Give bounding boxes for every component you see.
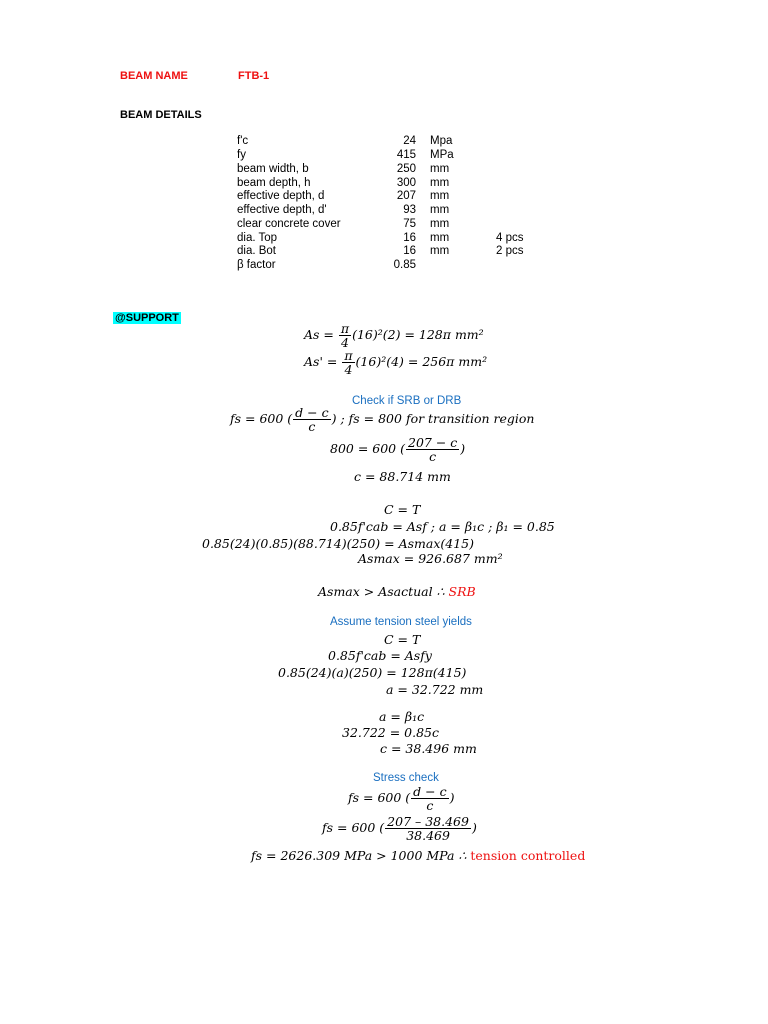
detail-label: clear concrete cover — [237, 218, 341, 230]
detail-value: 415 — [396, 149, 416, 161]
as-equation: As = $\frac{\pi}{4}$ (16)²(2) = 128π mm² — [304, 321, 484, 350]
detail-value: 300 — [396, 177, 416, 189]
detail-label: fy — [237, 149, 246, 161]
as-prime-equation: As' = $\frac{\pi}{4}$ (16)²(4) = 256π mm² — [304, 348, 488, 377]
fs-800-equation: 800 = 600 ( $\frac{207 - c}{c}$ ) — [330, 435, 466, 464]
srb-conclusion: Asmax > Asactual ∴ SRB — [318, 584, 476, 599]
stress-formula: fs = 600 ( $\frac{d - c}{c}$ ) — [348, 784, 455, 813]
beam-name-label: BEAM NAME — [120, 70, 188, 82]
detail-label: effective depth, d — [237, 190, 325, 202]
detail-value: 0.85 — [393, 259, 416, 271]
detail-unit: mm — [430, 190, 450, 202]
stress-conclusion: fs = 2626.309 MPa > 1000 MPa ∴ tension controlled — [251, 848, 586, 863]
detail-unit: MPa — [430, 149, 454, 161]
c-yield-result: c = 38.496 mm — [380, 741, 477, 756]
detail-value: 207 — [396, 190, 416, 202]
yield-title: Assume tension steel yields — [330, 616, 472, 628]
stress-substitution: fs = 600 ( $\frac{207 - 38.469}{38.469}$ ) — [322, 814, 477, 843]
detail-label: beam width, b — [237, 163, 309, 175]
asmax-result: Asmax = 926.687 mm² — [358, 551, 503, 566]
c-result: c = 88.714 mm — [354, 469, 451, 484]
detail-unit: mm — [430, 163, 450, 175]
detail-value: 75 — [403, 218, 416, 230]
detail-value: 93 — [403, 204, 416, 216]
beam-details-title: BEAM DETAILS — [120, 109, 202, 121]
a-beta-relation: a = β₁c — [379, 709, 425, 724]
detail-label: f'c — [237, 135, 249, 147]
srb-check-title: Check if SRB or DRB — [352, 395, 462, 407]
yield-substitution: 0.85(24)(a)(250) = 128π(415) — [278, 665, 467, 680]
detail-label: beam depth, h — [237, 177, 311, 189]
support-title: @SUPPORT — [115, 312, 179, 324]
detail-label: dia. Bot — [237, 245, 276, 257]
yield-compression: 0.85f'cab = Asfy — [328, 648, 432, 663]
equilibrium: C = T — [384, 502, 421, 517]
detail-unit: Mpa — [430, 135, 453, 147]
a-result: a = 32.722 mm — [386, 682, 484, 697]
compression-equation: 0.85f'cab = Asf ; a = β₁c ; β₁ = 0.85 — [330, 519, 555, 534]
detail-label: β factor — [237, 259, 276, 271]
detail-value: 24 — [403, 135, 416, 147]
detail-unit: mm — [430, 218, 450, 230]
detail-unit: mm — [430, 204, 450, 216]
detail-extra: 2 pcs — [496, 245, 524, 257]
detail-label: dia. Top — [237, 232, 278, 244]
fs-equation: fs = 600 ( $\frac{d - c}{c}$ ) ; fs = 800 for transition region — [230, 405, 535, 434]
yield-equilibrium: C = T — [384, 632, 421, 647]
c-substitution: 32.722 = 0.85c — [342, 725, 439, 740]
beam-name-value: FTB-1 — [238, 70, 270, 82]
stress-check-title: Stress check — [373, 772, 439, 784]
detail-value: 16 — [403, 232, 416, 244]
detail-unit: mm — [430, 232, 450, 244]
detail-label: effective depth, d' — [237, 204, 327, 216]
detail-extra: 4 pcs — [496, 232, 524, 244]
detail-unit: mm — [430, 245, 450, 257]
detail-value: 16 — [403, 245, 416, 257]
detail-unit: mm — [430, 177, 450, 189]
detail-value: 250 — [396, 163, 416, 175]
asmax-equation: 0.85(24)(0.85)(88.714)(250) = Asmax(415) — [202, 536, 475, 551]
